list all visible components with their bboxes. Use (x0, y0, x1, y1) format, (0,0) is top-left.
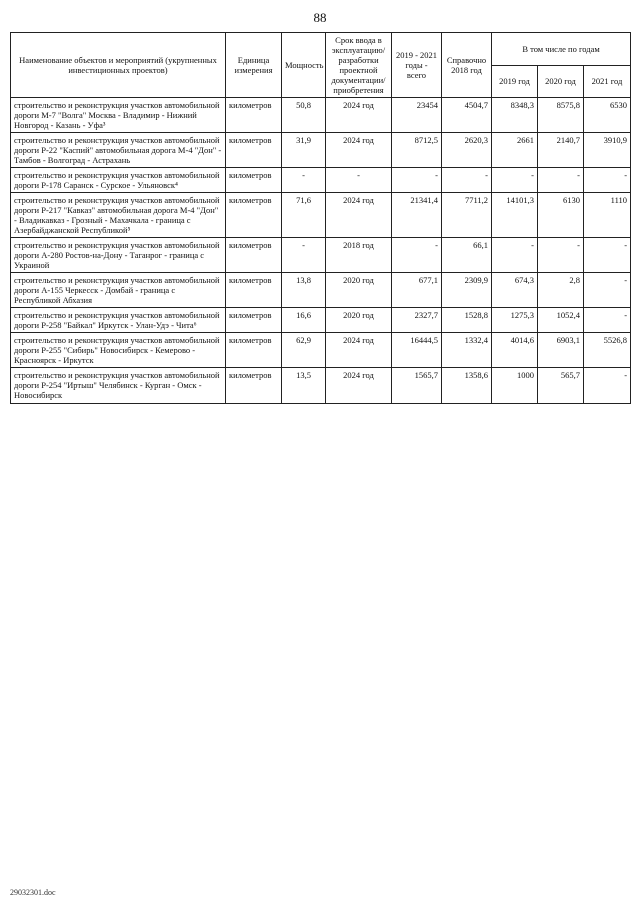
investment-table (10, 32, 631, 404)
row-ref2018: 2620,3 (442, 133, 492, 168)
row-name: строительство и реконструкция участков автомобильной дороги М-7 "Волга" Москва - Владимир - Нижний Новгород - Казань - Уфа³ (11, 98, 226, 133)
header-2019: 2019 год (492, 65, 538, 98)
row-unit: километров (226, 308, 282, 333)
row-capacity: 13,8 (282, 273, 326, 308)
row-2019: 674,3 (492, 273, 538, 308)
row-capacity: - (282, 168, 326, 193)
row-2020: 2140,7 (538, 133, 584, 168)
row-name: строительство и реконструкция участков автомобильной дороги А-280 Ростов-на-Дону - Таганрог - граница с Украиной (11, 238, 226, 273)
row-unit: километров (226, 98, 282, 133)
row-ref2018: 2309,9 (442, 273, 492, 308)
footer-doc-code: 29032301.doc (10, 888, 56, 897)
row-2020: 2,8 (538, 273, 584, 308)
row-total: 21341,4 (392, 193, 442, 238)
table-row (11, 98, 631, 133)
header-unit: Единица измерения (226, 33, 282, 98)
row-ref2018: 4504,7 (442, 98, 492, 133)
table-row (11, 333, 631, 368)
table-row (11, 133, 631, 168)
row-unit: километров (226, 238, 282, 273)
row-deadline: 2024 год (326, 368, 392, 403)
row-name: строительство и реконструкция участков автомобильной дороги А-155 Черкесск - Домбай - граница с Республикой Абхазия (11, 273, 226, 308)
row-total: 23454 (392, 98, 442, 133)
row-deadline: 2020 год (326, 273, 392, 308)
row-2019: - (492, 168, 538, 193)
row-total: 677,1 (392, 273, 442, 308)
row-deadline: 2024 год (326, 133, 392, 168)
row-total: - (392, 168, 442, 193)
row-2020: - (538, 238, 584, 273)
header-2021: 2021 год (584, 65, 631, 98)
row-2021: 5526,8 (584, 333, 631, 368)
header-by-year: В том числе по годам (492, 33, 631, 66)
row-capacity: 62,9 (282, 333, 326, 368)
row-name: строительство и реконструкция участков автомобильной дороги Р-178 Саранск - Сурское - Ульяновск⁴ (11, 168, 226, 193)
row-ref2018: 66,1 (442, 238, 492, 273)
row-deadline: 2020 год (326, 308, 392, 333)
row-2019: 4014,6 (492, 333, 538, 368)
header-capacity: Мощность (282, 33, 326, 98)
row-name: строительство и реконструкция участков автомобильной дороги Р-254 "Иртыш" Челябинск - Курган - Омск - Новосибирск (11, 368, 226, 403)
row-total: 8712,5 (392, 133, 442, 168)
row-total: 16444,5 (392, 333, 442, 368)
row-2019: 2661 (492, 133, 538, 168)
row-total: 2327,7 (392, 308, 442, 333)
row-name: строительство и реконструкция участков автомобильной дороги Р-255 "Сибирь" Новосибирск - Кемерово - Красноярск - Иркутск (11, 333, 226, 368)
row-capacity: 13,5 (282, 368, 326, 403)
table-row (11, 368, 631, 403)
row-unit: километров (226, 273, 282, 308)
row-2021: - (584, 238, 631, 273)
header-total: 2019 - 2021 годы - всего (392, 33, 442, 98)
row-capacity: 16,6 (282, 308, 326, 333)
row-2019: 1000 (492, 368, 538, 403)
row-2021: - (584, 168, 631, 193)
header-ref2018: Справочно 2018 год (442, 33, 492, 98)
header-deadline: Срок ввода в эксплуатацию/ разработки проектной документации/ приобретения (326, 33, 392, 98)
row-total: 1565,7 (392, 368, 442, 403)
row-unit: километров (226, 133, 282, 168)
row-ref2018: 1332,4 (442, 333, 492, 368)
row-deadline: 2024 год (326, 333, 392, 368)
row-name: строительство и реконструкция участков автомобильной дороги Р-22 "Каспий" автомобильная дорога М-4 "Дон" - Тамбов - Волгоград - Астрахань (11, 133, 226, 168)
row-capacity: - (282, 238, 326, 273)
row-unit: километров (226, 333, 282, 368)
row-2019: 14101,3 (492, 193, 538, 238)
header-name: Наименование объектов и мероприятий (укрупненных инвестиционных проектов) (11, 33, 226, 98)
row-deadline: - (326, 168, 392, 193)
row-unit: километров (226, 193, 282, 238)
page-number: 88 (313, 10, 327, 25)
table-row (11, 273, 631, 308)
row-unit: километров (226, 368, 282, 403)
row-2021: - (584, 368, 631, 403)
header-2020: 2020 год (538, 65, 584, 98)
row-total: - (392, 238, 442, 273)
table-row (11, 193, 631, 238)
row-capacity: 31,9 (282, 133, 326, 168)
row-2020: 1052,4 (538, 308, 584, 333)
row-name: строительство и реконструкция участков автомобильной дороги Р-217 "Кавказ" автомобильная дорога М-4 "Дон" - Владикавказ - Грозный - Махачкала - граница с Азербайджанской Республикой⁵ (11, 193, 226, 238)
table-row (11, 168, 631, 193)
row-capacity: 50,8 (282, 98, 326, 133)
row-ref2018: 1528,8 (442, 308, 492, 333)
row-2019: 1275,3 (492, 308, 538, 333)
row-2020: 6903,1 (538, 333, 584, 368)
row-deadline: 2024 год (326, 193, 392, 238)
row-2021: - (584, 273, 631, 308)
row-2020: 8575,8 (538, 98, 584, 133)
row-2019: 8348,3 (492, 98, 538, 133)
table-row (11, 308, 631, 333)
row-2019: - (492, 238, 538, 273)
row-2021: 1110 (584, 193, 631, 238)
row-ref2018: 7711,2 (442, 193, 492, 238)
row-2020: 565,7 (538, 368, 584, 403)
row-2021: - (584, 308, 631, 333)
row-deadline: 2024 год (326, 98, 392, 133)
row-deadline: 2018 год (326, 238, 392, 273)
row-2021: 6530 (584, 98, 631, 133)
row-2021: 3910,9 (584, 133, 631, 168)
row-2020: 6130 (538, 193, 584, 238)
row-unit: километров (226, 168, 282, 193)
row-name: строительство и реконструкция участков автомобильной дороги Р-258 "Байкал" Иркутск - Улан-Удэ - Чита⁶ (11, 308, 226, 333)
table-row (11, 238, 631, 273)
row-capacity: 71,6 (282, 193, 326, 238)
row-ref2018: 1358,6 (442, 368, 492, 403)
row-2020: - (538, 168, 584, 193)
row-ref2018: - (442, 168, 492, 193)
